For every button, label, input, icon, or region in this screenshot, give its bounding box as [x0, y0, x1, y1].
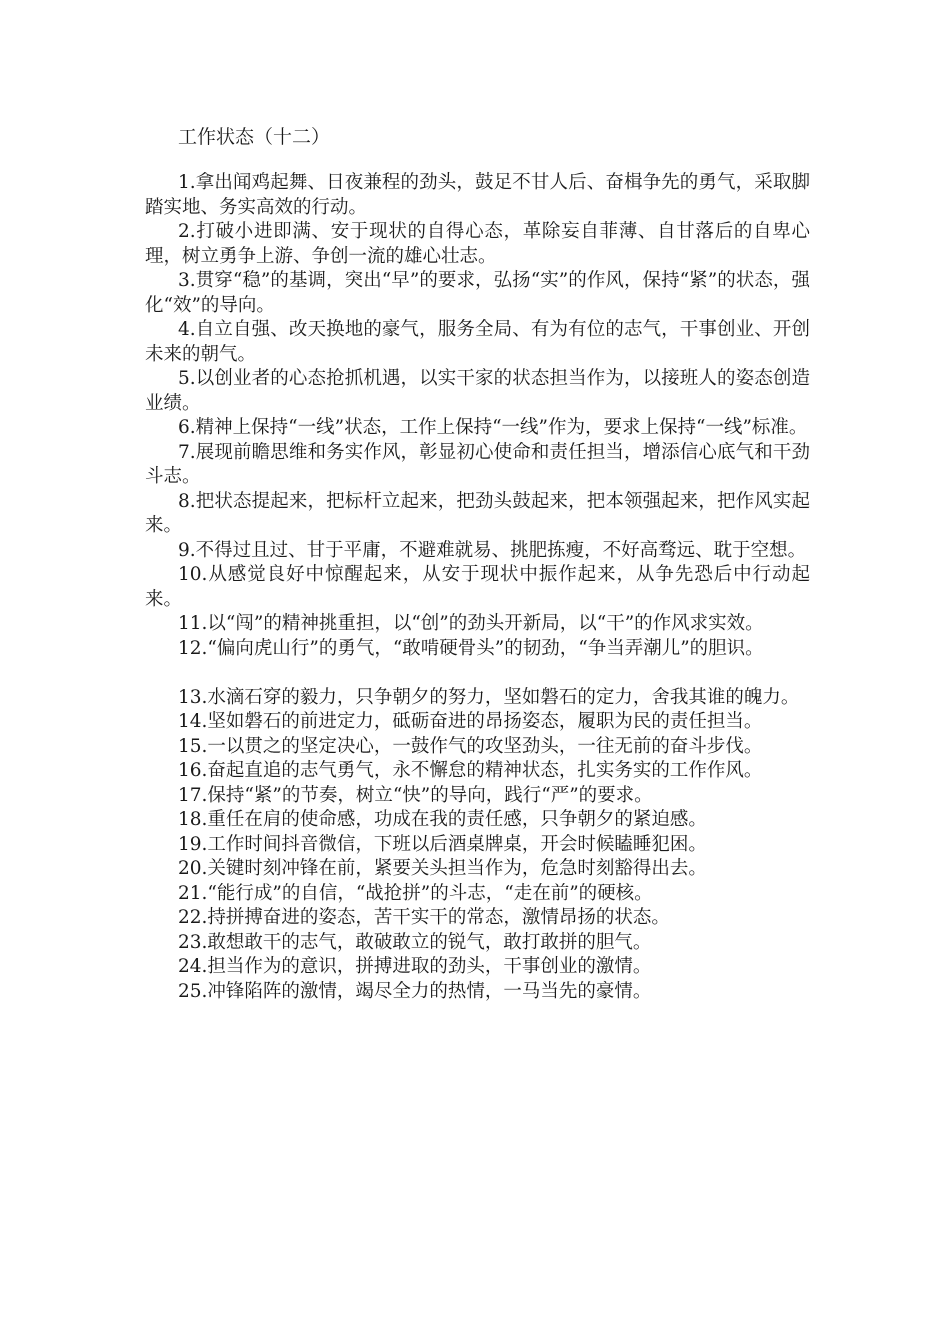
list-item-1: 1.拿出闻鸡起舞、日夜兼程的劲头，鼓足不甘人后、奋楫争先的勇气，采取脚踏实地、务实高效的行动。 — [145, 172, 810, 218]
list-item-8: 8.把状态提起来，把标杆立起来，把劲头鼓起来，把本领强起来，把作风实起来。 — [145, 490, 810, 536]
list-item-14: 14.坚如磐石的前进定力，砥砺奋进的昂扬姿态，履职为民的责任担当。 — [178, 711, 763, 732]
list-item-4: 4.自立自强、改天换地的豪气，服务全局、有为有位的志气，干事创业、开创未来的朝气。 — [145, 319, 810, 365]
list-item-21: 21.“能行成”的自信，“战抢拼”的斗志，“走在前”的硬核。 — [178, 882, 653, 904]
document-body — [145, 171, 810, 1004]
list-item-6: 6.精神上保持“一线”状态，工作上保持“一线”作为，要求上保持“一线”标准。 — [178, 417, 808, 438]
list-item-10: 10.从感觉良好中惊醒起来，从安于现状中振作起来，从争先恐后中行动起来。 — [145, 564, 810, 610]
list-item-9: 9.不得过且过、甘于平庸，不避难就易、挑肥拣瘦，不好高骛远、耽于空想。 — [178, 539, 807, 561]
list-item-20: 20.关键时刻冲锋在前，紧要关头担当作为，危急时刻豁得出去。 — [178, 858, 707, 879]
document-title: 工作状态（十二） — [178, 126, 331, 148]
list-item-3: 3.贯穿“稳”的基调，突出“早”的要求，弘扬“实”的作风，保持“紧”的状态，强化“效”的导向。 — [145, 270, 810, 316]
list-item-16: 16.奋起直追的志气勇气，永不懈怠的精神状态，扎实务实的工作作风。 — [178, 760, 763, 781]
list-item-19: 19.工作时间抖音微信，下班以后酒桌牌桌，开会时候瞌睡犯困。 — [178, 833, 707, 855]
list-item-2: 2.打破小进即满、安于现状的自得心态，革除妄自菲薄、自甘落后的自卑心理，树立勇争上游、争创一流的雄心壮志。 — [145, 221, 810, 267]
paragraph-gap — [145, 661, 810, 686]
list-item-18: 18.重任在肩的使命感，功成在我的责任感，只争朝夕的紧迫感。 — [178, 809, 707, 830]
list-item-5: 5.以创业者的心态抢抓机遇，以实干家的状态担当作为，以接班人的姿态创造业绩。 — [145, 368, 810, 414]
list-item-24: 24.担当作为的意识，拼搏进取的劲头，干事创业的激情。 — [178, 956, 652, 977]
list-item-13: 13.水滴石穿的毅力，只争朝夕的努力，坚如磐石的定力，舍我其谁的魄力。 — [178, 686, 800, 708]
list-item-12: 12.“偏向虎山行”的勇气，“敢啃硬骨头”的韧劲，“争当弄潮儿”的胆识。 — [178, 637, 764, 659]
list-item-11: 11.以“闯”的精神挑重担，以“创”的劲头开新局，以“干”的作风求实效。 — [178, 613, 764, 634]
list-item-23: 23.敢想敢干的志气，敢破敢立的锐气，敢打敢拼的胆气。 — [178, 931, 652, 953]
list-item-15: 15.一以贯之的坚定决心，一鼓作气的攻坚劲头，一往无前的奋斗步伐。 — [178, 735, 763, 757]
list-item-17: 17.保持“紧”的节奏，树立“快”的导向，践行“严”的要求。 — [178, 784, 653, 806]
list-item-22: 22.持拼搏奋进的姿态，苦干实干的常态，激情昂扬的状态。 — [178, 907, 670, 928]
list-item-7: 7.展现前瞻思维和务实作风，彰显初心使命和责任担当，增添信心底气和干劲斗志。 — [145, 441, 810, 487]
list-item-25: 25.冲锋陷阵的激情，竭尽全力的热情，一马当先的豪情。 — [178, 980, 652, 1002]
